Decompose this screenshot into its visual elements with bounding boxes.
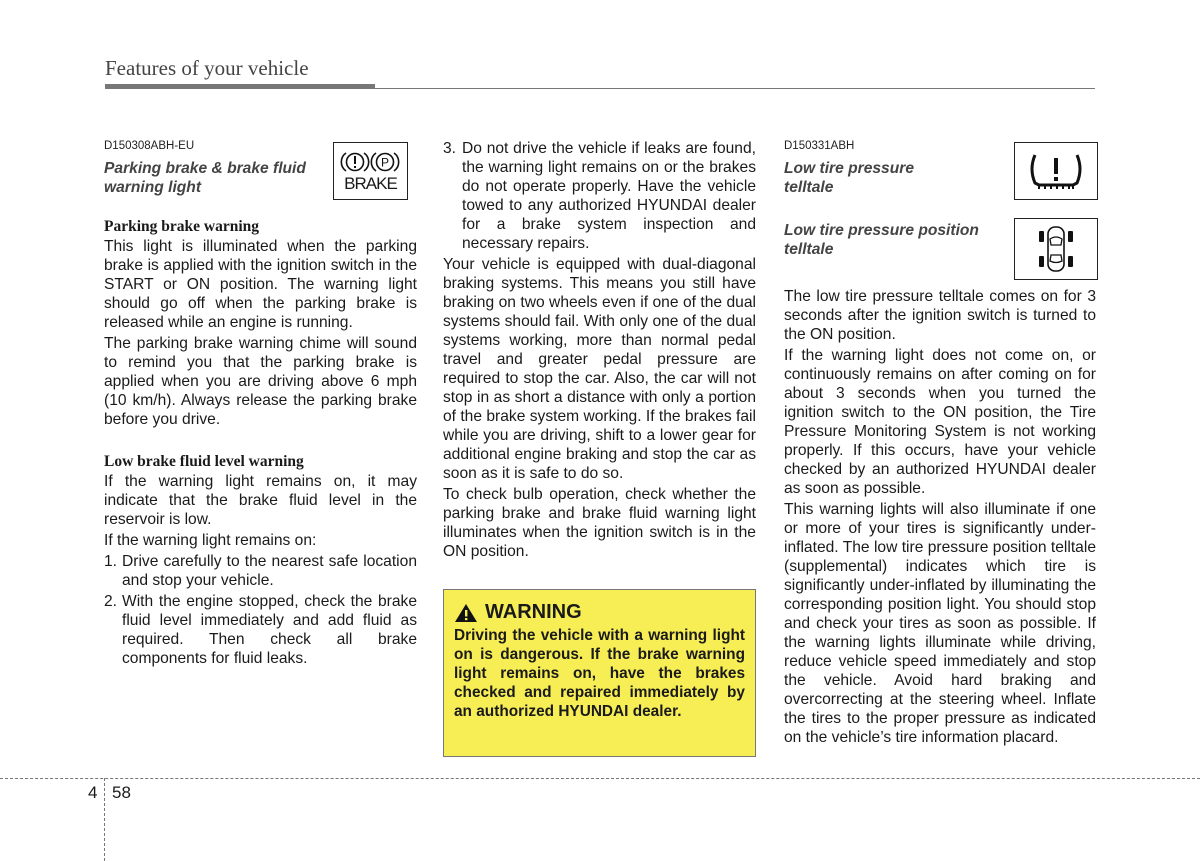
column-left — [104, 139, 417, 668]
section-subtitle — [784, 159, 1096, 197]
paragraph: This warning lights will also illuminate if one or more of your tires is significantly under-inflated. The low tire pressure position telltale (supplemental) indicates which tire is significantly under-inflated by illuminating the corresponding position light. You should stop and check your tires as soon as possible. If the warning lights illuminate while driving, reduce vehicle speed immediately and stop the vehicle. Avoid hard braking and overcorrecting at the steering wheel. Inflate the tires to the proper pressure as indicated on the vehicle’s tire information placard. — [784, 501, 1096, 746]
list-item — [104, 552, 417, 590]
list-text: Do not drive the vehicle if leaks are found, the warning light remains on or the brakes do not operate properly. Have the vehicle towed to any authorized HYUNDAI dealer for a brake system inspection and necessary repairs. — [462, 140, 756, 252]
paragraph: The low tire pressure telltale comes on for 3 seconds after the ignition switch is turned to the ON position. — [784, 288, 1096, 343]
list-number: 1. — [104, 553, 118, 570]
chapter-number: 4 — [88, 783, 98, 802]
list-number: 2. — [104, 593, 118, 610]
subtitle-line: warning light — [104, 179, 202, 196]
header-rule-thick — [105, 84, 375, 89]
list-text: With the engine stopped, check the brake fluid level immediately and add fluid as required. Then check all brake components for fluid leaks. — [122, 593, 417, 667]
warning-heading — [454, 601, 745, 624]
list-number: 3. — [443, 140, 457, 157]
section-code: D150308ABH-EU — [104, 140, 195, 152]
page-header-title: Features of your vehicle — [105, 56, 309, 80]
warning-title: WARNING — [485, 601, 582, 623]
subtitle-line: telltale — [784, 241, 834, 258]
section-subtitle — [104, 159, 417, 197]
page-number: 58 — [112, 783, 131, 802]
paragraph: This light is illuminated when the parking brake is applied with the ignition switch in the START or ON position. The warning light should go off when the parking brake is released while an engine is running. — [104, 238, 417, 331]
svg-text:P: P — [380, 155, 389, 170]
footer-divider — [0, 778, 1200, 779]
column-middle — [443, 139, 756, 561]
paragraph: The parking brake warning chime will sound to remind you that the parking brake is applied when you are driving above 6 mph (10 km/h). Always release the parking brake before you drive. — [104, 335, 417, 428]
warning-text: Driving the vehicle with a warning light on is dangerous. If the brake warning light remains on, have the brakes checked and repaired immediately by an authorized HYUNDAI dealer. — [454, 627, 745, 720]
paragraph: To check bulb operation, check whether the parking brake and brake fluid warning light illuminates when the ignition switch is in the ON position. — [443, 486, 756, 560]
warning-triangle-icon — [454, 603, 478, 623]
section-code: D150331ABH — [784, 140, 855, 152]
footer-vertical-divider — [104, 778, 105, 861]
column-right — [784, 139, 1096, 747]
heading-low-brake-fluid: Low brake fluid level warning — [104, 453, 304, 470]
paragraph: Your vehicle is equipped with dual-diagonal braking systems. This means you still have braking on two wheels even if one of the dual systems should fail. With only one of the dual systems working, more than normal pedal travel and greater pedal pressure are required to stop the car. Also, the car will not stop in as short a distance with only a portion of the brake system working. If the brakes fail while you are driving, shift to a lower gear for additional engine braking and stop the car as soon as it is safe to do so. — [443, 256, 756, 482]
brake-icon-label: BRAKE — [344, 174, 397, 193]
section-subtitle — [784, 221, 1096, 259]
subtitle-line: Parking brake & brake fluid — [104, 160, 306, 177]
list-item — [104, 592, 417, 668]
heading-parking-brake: Parking brake warning — [104, 218, 260, 235]
subtitle-line: Low tire pressure — [784, 160, 914, 177]
list-item — [443, 139, 756, 253]
paragraph: If the warning light remains on: — [104, 532, 317, 549]
paragraph: If the warning light remains on, it may indicate that the brake fluid level in the reservoir is low. — [104, 473, 417, 528]
warning-box — [443, 589, 756, 757]
list-text: Drive carefully to the nearest safe location and stop your vehicle. — [122, 553, 417, 589]
paragraph: If the warning light does not come on, or continuously remains on after coming on for about 3 seconds when you turned the ignition switch to the ON position, the Tire Pressure Monitoring System is not working properly. If this occurs, have your vehicle checked by an authorized HYUNDAI dealer as soon as possible. — [784, 347, 1096, 497]
subtitle-line: telltale — [784, 179, 834, 196]
header-rule-thin — [375, 88, 1095, 89]
subtitle-line: Low tire pressure position — [784, 222, 979, 239]
